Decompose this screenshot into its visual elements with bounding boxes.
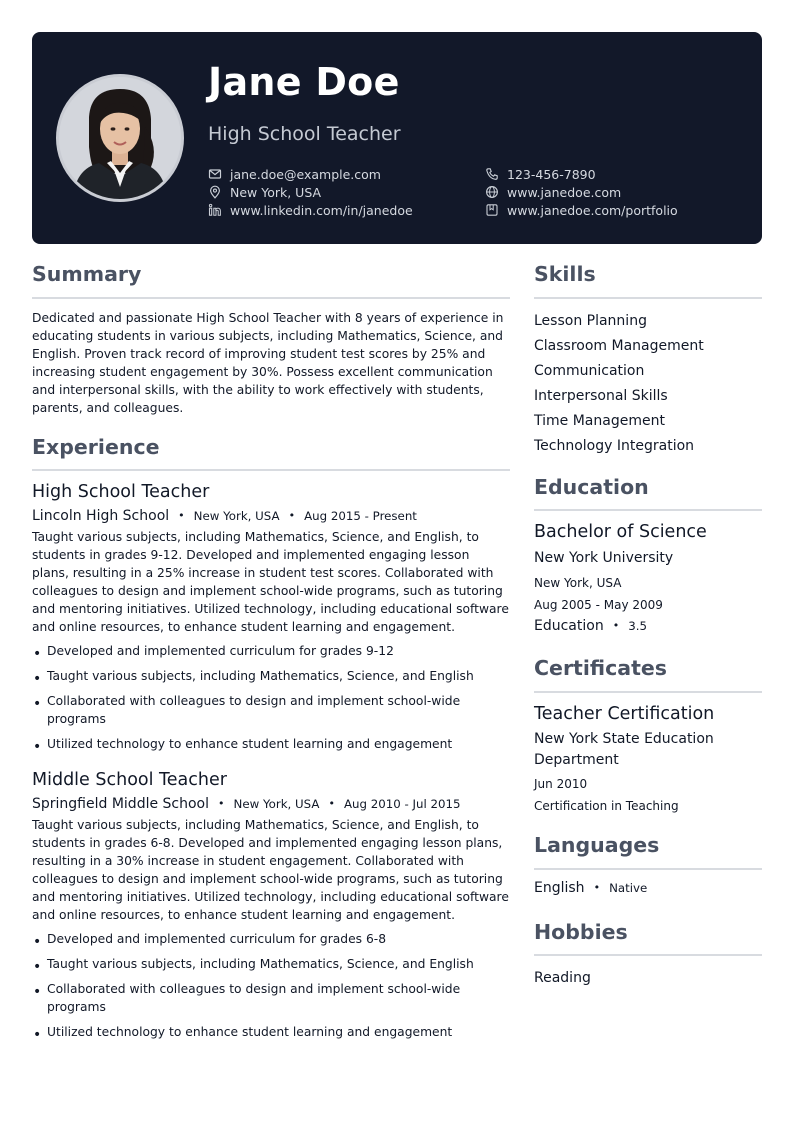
- section-divider: [534, 509, 762, 511]
- skill-item: Lesson Planning: [534, 312, 647, 329]
- skills-heading: Skills: [534, 262, 596, 286]
- bullet-text: Utilized technology to enhance student learning and engagement: [47, 1024, 453, 1039]
- bullet-text: Developed and implemented curriculum for grades 6-8: [47, 931, 387, 946]
- bullet-text: Collaborated with colleagues to design and implement school-wide programs: [47, 981, 461, 1014]
- profile-photo: [56, 74, 184, 202]
- separator-dot: •: [288, 509, 296, 523]
- main-column: [32, 262, 510, 1048]
- experience-section: [32, 435, 510, 1041]
- job-company: Springfield Middle School: [32, 795, 210, 812]
- candidate-name: Jane Doe: [208, 60, 400, 104]
- bullet-dot: •: [33, 983, 42, 1000]
- contact-linkedin[interactable]: [208, 201, 413, 219]
- education-gpa: 3.5: [628, 618, 647, 633]
- bullet-text: Taught various subjects, including Mathematics, Science, and English: [47, 956, 474, 971]
- hobbies-heading: Hobbies: [534, 919, 628, 944]
- certificates-heading: Certificates: [534, 655, 667, 680]
- separator-dot: •: [328, 797, 335, 811]
- location-text: New York, USA: [230, 184, 322, 200]
- skill-item: Interpersonal Skills: [534, 387, 668, 404]
- education-school: New York University: [534, 549, 674, 566]
- list-item: [32, 735, 510, 753]
- resume-header: [32, 32, 762, 244]
- section-divider: [534, 691, 762, 693]
- skill-item: Communication: [534, 362, 645, 379]
- skill-item: Time Management: [534, 412, 665, 429]
- summary-text: Dedicated and passionate High School Teacher with 8 years of experience in educating students in various subjects, including Mathematics, Science, and English. Proven track record of improving student test scores by 25% and increasing student engagement by 30%. Possess excellent communication and interpersonal skills, with the ability to work effectively with students, parents, and colleagues.: [32, 310, 504, 415]
- education-field-row: [534, 618, 762, 634]
- bullet-dot: •: [33, 738, 42, 755]
- education-degree: Bachelor of Science: [534, 522, 707, 543]
- job-dates: Aug 2015 - Present: [304, 508, 417, 523]
- certificate-date: Jun 2010: [534, 777, 588, 792]
- job-location: New York, USA: [193, 508, 280, 523]
- languages-section: [534, 833, 762, 896]
- contact-email[interactable]: [208, 165, 381, 183]
- bullet-text: Taught various subjects, including Mathematics, Science, and English: [47, 668, 474, 683]
- bullet-dot: •: [33, 695, 42, 712]
- job-company: Lincoln High School: [32, 507, 170, 524]
- contact-location: [208, 183, 321, 201]
- job-meta: [32, 508, 510, 524]
- bullet-dot: •: [33, 670, 42, 687]
- linkedin-text: www.linkedin.com/in/janedoe: [230, 202, 413, 218]
- location-icon: [208, 185, 222, 199]
- contact-portfolio[interactable]: [485, 201, 678, 219]
- bullet-dot: •: [33, 933, 42, 950]
- section-divider: [534, 297, 762, 299]
- job-dates: Aug 2010 - Jul 2015: [343, 796, 461, 811]
- skill-item: Technology Integration: [534, 437, 695, 454]
- bullet-text: Collaborated with colleagues to design and implement school-wide programs: [47, 693, 461, 726]
- separator-dot: •: [218, 797, 225, 811]
- separator-dot: •: [593, 881, 601, 895]
- job-entry: [32, 481, 510, 753]
- section-divider: [534, 868, 762, 870]
- language-name: English: [534, 879, 585, 896]
- education-dates: Aug 2005 - May 2009: [534, 597, 663, 612]
- bullet-dot: •: [33, 645, 42, 662]
- contact-website[interactable]: [485, 183, 621, 201]
- job-meta: [32, 796, 510, 812]
- list-item: [32, 642, 510, 660]
- hobbies-section: [534, 920, 762, 992]
- job-description: Taught various subjects, including Mathematics, Science, and English, to students in grades 6-8. Developed and implemented engaging lesson plans, resulting in a 30% increase in student engagement. Collaborated with colleagues to design and implement school-wide programs, such as tutoring and mentoring initiatives. Utilized technology, including educational software and online resources, to enhance student learning and engagement.: [32, 817, 509, 922]
- phone-icon: [485, 167, 499, 181]
- language-level: Native: [609, 880, 648, 895]
- summary-section: [32, 262, 510, 417]
- education-field: Education: [534, 617, 604, 634]
- list-item: [32, 980, 510, 1016]
- candidate-title: High School Teacher: [208, 123, 401, 145]
- language-row: [534, 880, 762, 896]
- skills-section: [534, 262, 762, 459]
- portfolio-icon: [485, 203, 499, 217]
- job-entry: [32, 769, 510, 1041]
- certificates-section: [534, 656, 762, 817]
- globe-icon: [485, 185, 499, 199]
- hobby-item: Reading: [534, 970, 591, 987]
- job-position: High School Teacher: [32, 482, 210, 503]
- portfolio-text: www.janedoe.com/portfolio: [507, 202, 678, 218]
- bullet-text: Utilized technology to enhance student learning and engagement: [47, 736, 453, 751]
- job-description: Taught various subjects, including Mathematics, Science, and English, to students in grades 9-12. Developed and implemented engaging lesson plans, resulting in a 25% increase in student test scores. Collaborated with colleagues to design and implement school-wide programs, such as tutoring and mentoring initiatives. Utilized technology, including educational software and online resources, to enhance student learning and engagement.: [32, 529, 509, 634]
- summary-heading: Summary: [32, 262, 142, 286]
- section-divider: [534, 954, 762, 956]
- skill-item: Classroom Management: [534, 337, 704, 354]
- education-section: [534, 475, 762, 634]
- list-item: [32, 692, 510, 728]
- certificate-name: Teacher Certification: [534, 703, 715, 724]
- list-item: [32, 1023, 510, 1041]
- job-location: New York, USA: [233, 796, 320, 811]
- email-text: jane.doe@example.com: [230, 166, 381, 182]
- phone-text: 123-456-7890: [507, 166, 596, 182]
- certificate-issuer: New York State Education Department: [534, 731, 714, 769]
- bullet-text: Developed and implemented curriculum for grades 9-12: [47, 643, 394, 658]
- job-position: Middle School Teacher: [32, 769, 227, 790]
- section-divider: [32, 297, 510, 299]
- certificate-description: Certification in Teaching: [534, 799, 679, 814]
- list-item: [32, 667, 510, 685]
- email-icon: [208, 167, 222, 181]
- separator-dot: •: [612, 619, 620, 633]
- bullet-dot: •: [33, 1026, 42, 1043]
- list-item: [32, 930, 510, 948]
- list-item: [32, 955, 510, 973]
- experience-heading: Experience: [32, 434, 160, 459]
- education-location: New York, USA: [534, 575, 622, 590]
- languages-heading: Languages: [534, 833, 660, 858]
- bullet-dot: •: [33, 958, 42, 975]
- job-bullets: [32, 642, 510, 753]
- contact-phone[interactable]: [485, 165, 596, 183]
- side-column: [534, 262, 762, 991]
- linkedin-icon: [208, 203, 222, 217]
- separator-dot: •: [178, 509, 185, 523]
- website-text: www.janedoe.com: [507, 184, 622, 200]
- job-bullets: [32, 930, 510, 1041]
- education-heading: Education: [534, 474, 649, 499]
- section-divider: [32, 469, 510, 471]
